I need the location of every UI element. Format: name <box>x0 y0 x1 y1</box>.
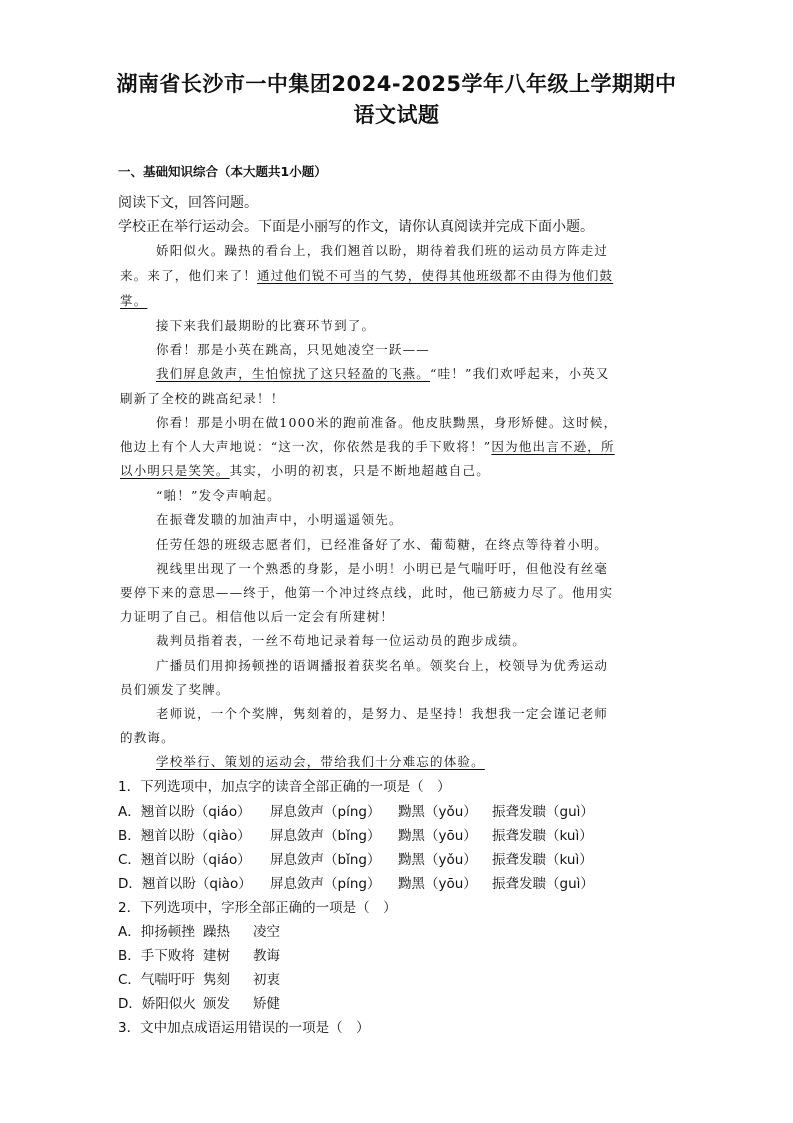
essay-underlined-sentence: 掌。 <box>120 293 148 308</box>
question-stem: 3．文中加点成语运用错误的一项是（ ） <box>118 1020 370 1036</box>
exam-title-line1: 湖南省长沙市一中集团2024-2025学年八年级上学期期中 <box>116 72 677 96</box>
option-part: 屏息敛声（píng） <box>270 804 381 820</box>
essay-line: 视线里出现了一个熟悉的身影，是小明！小明已是气喘吁吁，但他没有丝毫 <box>156 561 609 576</box>
essay-line: 任劳任怨的班级志愿者们，已经准备好了水、葡萄糖，在终点等待着小明。 <box>156 537 609 552</box>
option-part: 初衷 <box>253 972 280 988</box>
essay-line: 接下来我们最期盼的比赛环节到了。 <box>156 318 376 333</box>
option-part: D．娇阳似火 <box>118 996 196 1012</box>
question-stem: 2．下列选项中，字形全部正确的一项是（ ） <box>118 900 397 916</box>
essay-line: 老师说，一个个奖牌，隽刻着的，是努力、是坚持！我想我一定会谨记老师 <box>156 706 609 721</box>
essay-underlined-sentence: 因为他出言不逊，所 <box>491 439 615 454</box>
essay-line: 你看！那是小英在跳高，只见她凌空一跃—— <box>156 342 431 357</box>
option-part: 黝黑（yǒu） <box>398 852 477 868</box>
section-heading: 一、基础知识综合（本大题共1小题） <box>118 164 327 179</box>
intro-line-1: 阅读下文，回答问题。 <box>118 195 258 211</box>
essay-line: 广播员们用抑扬顿挫的语调播报着获奖名单。领奖台上，校领导为优秀运动 <box>156 658 609 673</box>
essay-line: 要停下来的意思——终于，他第一个冲过终点线，此时，他已筋疲力尽了。他用实 <box>120 585 614 600</box>
essay-line <box>156 752 485 770</box>
option-part: B．翘首以盼（qiào） <box>118 828 251 844</box>
essay-line <box>120 461 490 479</box>
option-part: D．翘首以盼（qiào） <box>118 876 252 892</box>
question-stem: 1．下列选项中，加点字的读音全部正确的一项是（ ） <box>118 779 451 795</box>
essay-line <box>120 266 613 284</box>
essay-text: “哇！”我们欢呼起来，小英又 <box>430 366 610 381</box>
option-part: B．手下败将 <box>118 948 195 964</box>
essay-text: 其实，小明的初衷，只是不断地超越自己。 <box>229 463 490 478</box>
option-part: 隽刻 <box>203 972 230 988</box>
option-part: 屏息敛声（bǐng） <box>270 852 381 868</box>
essay-underlined-sentence: 以小明只是笑笑。 <box>120 463 230 478</box>
essay-line <box>156 364 610 382</box>
question-option <box>118 824 593 844</box>
essay-text: 他边上有个人大声地说：“这一次，你依然是我的手下败将！” <box>120 439 492 454</box>
option-part: 屏息敛声（bǐng） <box>270 828 381 844</box>
essay-underlined-sentence: 我们屏息敛声，生怕惊扰了这只轻盈的飞燕。 <box>156 366 431 381</box>
option-part: A．抑扬顿挫 <box>118 924 195 940</box>
option-part: 振聋发聩（kuì） <box>492 852 593 868</box>
intro-line-2: 学校正在举行运动会。下面是小丽写的作文，请你认真阅读并完成下面小题。 <box>118 219 594 235</box>
option-part: 振聋发聩（guì） <box>492 876 594 892</box>
question-option <box>118 800 594 820</box>
essay-line: 娇阳似火。躁热的看台上，我们翘首以盼，期待着我们班的运动员方阵走过 <box>156 243 609 258</box>
question-option <box>118 944 280 964</box>
essay-line <box>120 291 147 309</box>
option-part: 黝黑（yōu） <box>398 828 477 844</box>
question-option <box>118 968 280 988</box>
option-part: 黝黑（yǒu） <box>398 804 477 820</box>
question-option <box>118 992 280 1012</box>
option-part: 黝黑（yōu） <box>398 876 477 892</box>
option-part: C．气喘吁吁 <box>118 972 195 988</box>
essay-line: “啪！”发令声响起。 <box>156 488 281 503</box>
question-option <box>118 848 593 868</box>
option-part: 振聋发聩（kuì） <box>492 828 593 844</box>
essay-text: 来。来了，他们来了！ <box>120 268 258 283</box>
essay-line: 你看！那是小明在做1000米的跑前准备。他皮肤黝黑，身形矫健。这时候， <box>156 415 618 430</box>
option-part: 躁热 <box>203 924 230 940</box>
essay-underlined-sentence: 学校举行、策划的运动会，带给我们十分难忘的体验。 <box>156 754 485 769</box>
essay-line: 在振聋发聩的加油声中，小明遥遥领先。 <box>156 512 403 527</box>
option-part: 屏息敛声（píng） <box>270 876 381 892</box>
essay-underlined-sentence: 通过他们锐不可当的气势，使得其他班级都不由得为他们鼓 <box>257 268 614 283</box>
question-option <box>118 872 594 892</box>
option-part: 振聋发聩（guì） <box>492 804 594 820</box>
essay-line: 员们颁发了奖牌。 <box>120 682 230 697</box>
option-part: 颁发 <box>203 996 230 1012</box>
option-part: C．翘首以盼（qiáo） <box>118 852 251 868</box>
essay-line: 刷新了全校的跳高纪录！！ <box>120 391 285 406</box>
essay-line: 裁判员指着表，一丝不苟地记录着每一位运动员的跑步成绩。 <box>156 633 526 648</box>
option-part: A．翘首以盼（qiáo） <box>118 804 251 820</box>
exam-title-line2: 语文试题 <box>353 103 440 127</box>
question-option <box>118 920 280 940</box>
essay-line: 的教诲。 <box>120 730 175 745</box>
option-part: 凌空 <box>253 924 280 940</box>
essay-line: 力证明了自己。相信他以后一定会有所建树！ <box>120 609 395 624</box>
option-part: 教诲 <box>253 948 280 964</box>
option-part: 矫健 <box>253 996 280 1012</box>
essay-line <box>120 437 615 455</box>
option-part: 建树 <box>203 948 230 964</box>
